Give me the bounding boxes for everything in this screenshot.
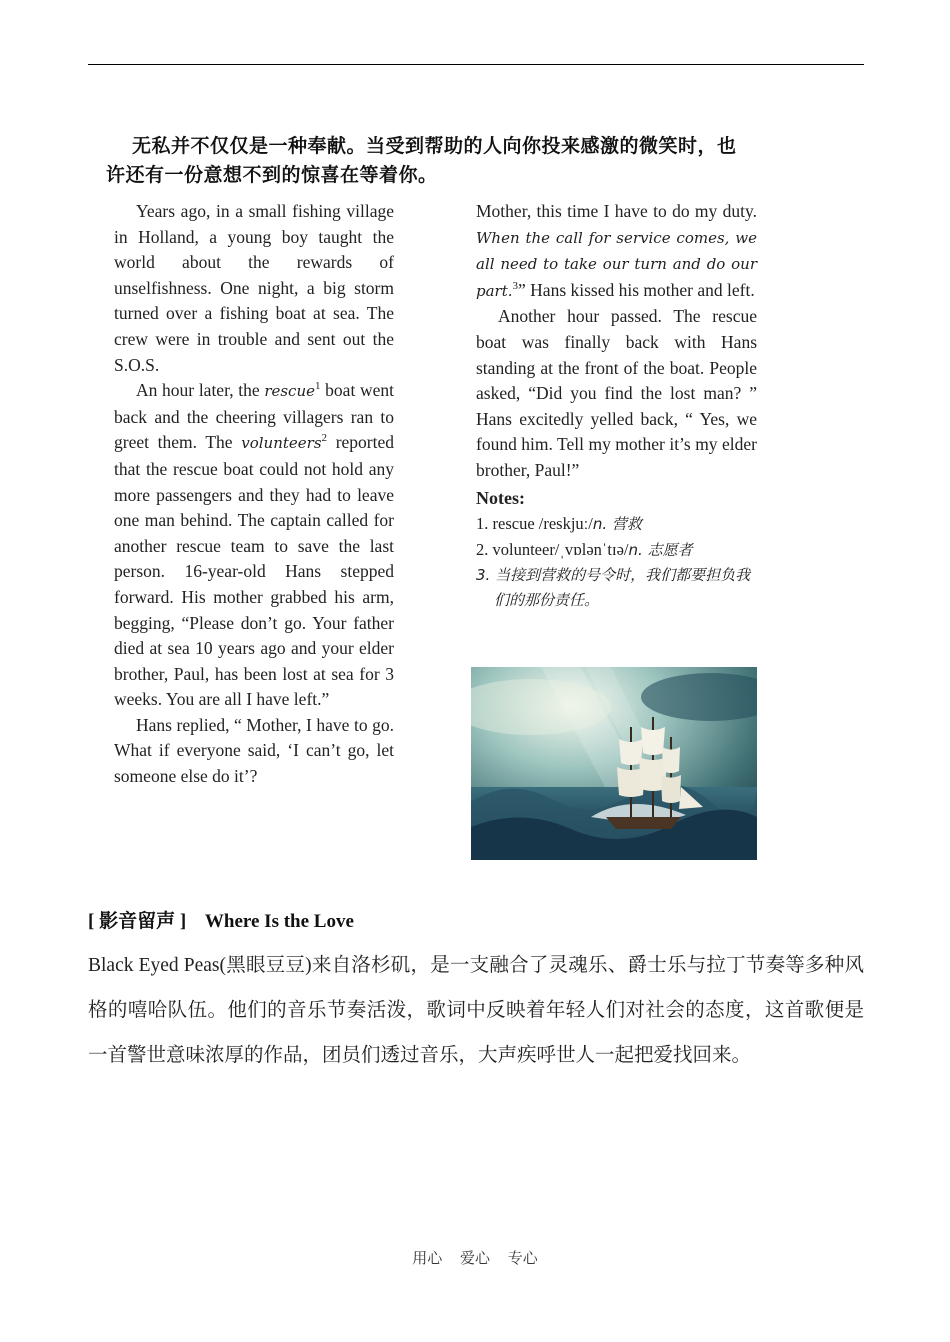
story-paragraph-3-end: Mother, this time I have to do my duty. When the call for service comes, we all need to take our turn and do our part.$^3$” Hans kissed his mother and left. xyxy=(476,201,757,300)
glossed-word-volunteers: volunteers xyxy=(241,434,322,453)
note-2-term: 2. volunteer/ˌvɒlənˈtɪə/ xyxy=(476,540,629,560)
intro-line-2: 许还有一份意想不到的惊喜在等着你。 xyxy=(106,164,438,186)
story-column-right xyxy=(476,199,757,613)
header-rule xyxy=(88,64,864,65)
footnote-marker-2: 2 xyxy=(321,432,328,445)
note-2-gloss: n. 志愿者 xyxy=(628,541,693,560)
footer-motto-2: 爱心 xyxy=(459,1251,490,1267)
key-sentence: When the call for service comes, we all need to take our turn and do our part. xyxy=(476,228,757,300)
note-3: 3. 当接到营救的号令时，我们都要担负我们的那份责任。 xyxy=(476,566,751,610)
intro-text xyxy=(106,132,776,190)
section-heading xyxy=(88,906,354,933)
footer-motto-1: 用心 xyxy=(412,1251,443,1267)
sailing-ship-illustration xyxy=(471,667,757,860)
section-body xyxy=(88,943,864,1078)
note-1-gloss: n. 营救 xyxy=(592,515,642,534)
story-p3-text-b: ” Hans kissed his mother and left. xyxy=(518,279,755,300)
story-p2-text-c: reported that the rescue boat could not hold any more passengers and they had to leave one man behind. The captain called for another rescue team to save the last person. 16-year-old Hans stepped forward. His mother grabbed his arm, begging, “Please don’t go. Your father died at sea 10 years ago and your elder brother, Paul, has been lost at sea for 3 weeks. You are all I have left.” xyxy=(114,432,395,710)
story-paragraph-4: Another hour passed. The rescue boat was finally back with Hans standing at the front of the boat. People asked, “Did you find the lost man? ” Hans excitedly yelled back, “ Yes, we found him. Tell my mother it’s my elder brother, Paul!” xyxy=(476,306,757,480)
footnote-marker-3: 3 xyxy=(512,279,519,292)
song-title: Where Is the Love xyxy=(204,911,354,932)
story-p2-text-b: boat went back and the cheering villagers ran to greet them. The xyxy=(114,380,394,453)
story-p2-text-a: An hour later, the xyxy=(136,380,265,401)
story-paragraph-2 xyxy=(114,378,394,713)
section-label: [ 影音留声 ] xyxy=(88,911,187,932)
story-column-left xyxy=(114,199,394,790)
footer-motto-3: 专心 xyxy=(507,1251,538,1267)
intro-line-1: 无私并不仅仅是一种奉献。当受到帮助的人向你投来感激的微笑时，也 xyxy=(132,135,737,157)
footnote-marker-1: 1 xyxy=(315,380,321,393)
story-paragraph-3-start: Hans replied, “ Mother, I have to go. What if everyone said, ‘I can’t go, let someone else do it’? xyxy=(114,714,394,787)
story-paragraph-1: Years ago, in a small fishing village in Holland, a young boy taught the world about the rewards of unselfishness. One night, a big storm turned over a fishing boat at sea. The crew were in trouble and sent out the S.O.S. xyxy=(114,201,394,375)
page-footer xyxy=(0,1247,950,1268)
glossed-word-rescue: rescue xyxy=(264,382,315,401)
note-1-term: 1. rescue /reskjuː/ xyxy=(476,514,593,534)
note-1 xyxy=(476,511,757,537)
section-body-paragraph: Black Eyed Peas(黑眼豆豆)来自洛杉矶，是一支融合了灵魂乐、爵士乐与拉丁节奏等多种风格的嘻哈队伍。他们的音乐节奏活泼，歌词中反映着年轻人们对社会的态度，这首歌便是一首警世意味浓厚的作品，团员们透过音乐，大声疾呼世人一起把爱找回来。 xyxy=(88,955,864,1066)
note-2 xyxy=(476,537,757,563)
notes-title: Notes: xyxy=(476,487,525,508)
